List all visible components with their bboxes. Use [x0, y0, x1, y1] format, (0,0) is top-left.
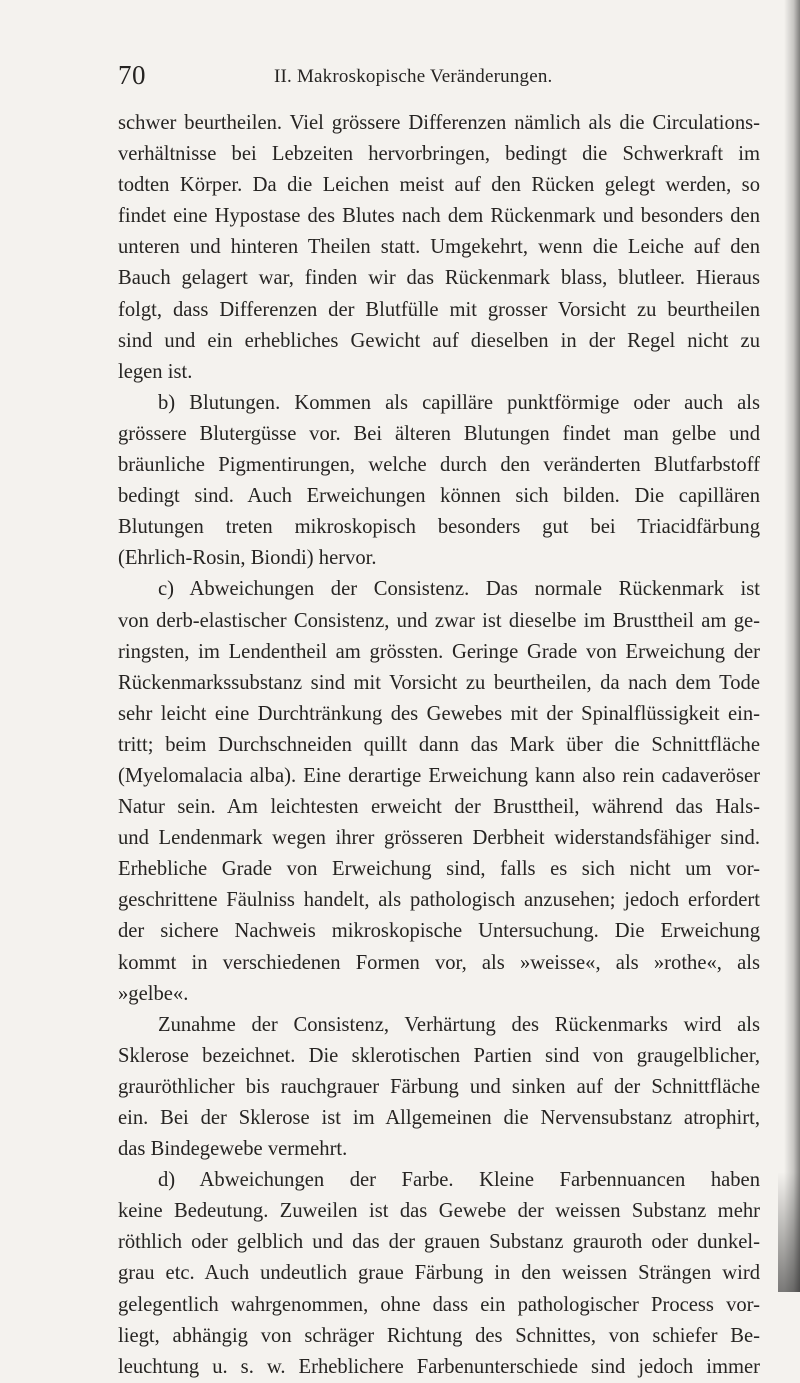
text-line: der sichere Nachweis mikroskopische Untersuchung. Die Erweichung [118, 920, 760, 943]
text-line: Rückenmarkssubstanz sind mit Vorsicht zu beurtheilen, da nach dem Tode [118, 671, 760, 694]
page-corner-shadow [778, 1172, 800, 1292]
text-line: grau etc. Auch undeutlich graue Färbung in den weissen Strängen wird [118, 1262, 760, 1285]
text-line: c) Abweichungen der Consistenz. Das normale Rückenmark ist [158, 578, 760, 601]
text-line: röthlich oder gelblich und das der grauen Substanz grauroth oder dunkel- [118, 1231, 760, 1254]
text-line: grössere Blutergüsse vor. Bei älteren Blutungen findet man gelbe und [118, 422, 760, 445]
text-line: bräunliche Pigmentirungen, welche durch den veränderten Blutfarbstoff [118, 454, 760, 477]
text-line: »gelbe«. [118, 982, 189, 1005]
text-line: liegt, abhängig von schräger Richtung des Schnittes, von schiefer Be- [118, 1324, 760, 1347]
text-line: sehr leicht eine Durchtränkung des Gewebes mit der Spinalflüssigkeit ein- [118, 702, 760, 725]
body-text [118, 108, 760, 1383]
text-line: (Ehrlich-Rosin, Biondi) hervor. [118, 547, 377, 570]
text-line: unteren und hinteren Theilen statt. Umgekehrt, wenn die Leiche auf den [118, 236, 760, 259]
text-line: ringsten, im Lendentheil am grössten. Geringe Grade von Erweichung der [118, 640, 760, 663]
text-line: d) Abweichungen der Farbe. Kleine Farbennuancen haben [158, 1169, 760, 1192]
text-line: Zunahme der Consistenz, Verhärtung des Rückenmarks wird als [158, 1013, 760, 1036]
text-line: geschrittene Fäulniss handelt, als pathologisch anzusehen; jedoch erfordert [118, 889, 760, 912]
text-line: bedingt sind. Auch Erweichungen können sich bilden. Die capillären [118, 485, 760, 508]
text-line: Blutungen treten mikroskopisch besonders gut bei Triacidfärbung [118, 516, 760, 539]
page-number: 70 [118, 60, 146, 90]
text-line: das Bindegewebe vermehrt. [118, 1138, 348, 1161]
text-line: Natur sein. Am leichtesten erweicht der Brusttheil, während das Hals- [118, 796, 760, 819]
text-line: Bauch gelagert war, finden wir das Rückenmark blass, blutleer. Hieraus [118, 267, 760, 290]
page-header [118, 60, 758, 92]
text-line: sind und ein erhebliches Gewicht auf dieselben in der Regel nicht zu [118, 329, 760, 352]
text-line: schwer beurtheilen. Viel grössere Differenzen nämlich als die Circulations- [118, 112, 760, 134]
text-line: folgt, dass Differenzen der Blutfülle mit grosser Vorsicht zu beurtheilen [118, 298, 760, 321]
text-line: b) Blutungen. Kommen als capilläre punktförmige oder auch als [158, 391, 760, 414]
text-line: verhältnisse bei Lebzeiten hervorbringen, bedingt die Schwerkraft im [118, 143, 760, 166]
text-line: von derb-elastischer Consistenz, und zwar ist dieselbe im Brusttheil am ge- [118, 609, 760, 632]
text-line: und Lendenmark wegen ihrer grösseren Derbheit widerstandsfähiger sind. [118, 827, 760, 850]
text-line: gelegentlich wahrgenommen, ohne dass ein pathologischer Process vor- [118, 1293, 760, 1316]
text-line: ein. Bei der Sklerose ist im Allgemeinen die Nervensubstanz atrophirt, [118, 1107, 760, 1129]
text-line: keine Bedeutung. Zuweilen ist das Gewebe der weissen Substanz mehr [118, 1200, 760, 1223]
running-head: II. Makroskopische Veränderungen. [274, 66, 553, 87]
text-line: kommt in verschiedenen Formen vor, als »weisse«, als »rothe«, als [118, 951, 760, 974]
text-line: (Myelomalacia alba). Eine derartige Erweichung kann also rein cadaveröser [118, 764, 760, 787]
text-line: todten Körper. Da die Leichen meist auf den Rücken gelegt werden, so [118, 174, 760, 197]
text-line: tritt; beim Durchschneiden quillt dann das Mark über die Schnittfläche [118, 733, 760, 756]
text-line: Sklerose bezeichnet. Die sklerotischen Partien sind von graugelblicher, [118, 1044, 760, 1067]
text-line: Erhebliche Grade von Erweichung sind, falls es sich nicht um vor- [118, 858, 760, 881]
text-line: findet eine Hypostase des Blutes nach dem Rückenmark und besonders den [118, 205, 760, 228]
text-line: grauröthlicher bis rauchgrauer Färbung und sinken auf der Schnittfläche [118, 1075, 760, 1098]
page-edge-shadow [784, 0, 800, 1292]
text-line: legen ist. [118, 360, 193, 383]
text-line: leuchtung u. s. w. Erheblichere Farbenunterschiede sind jedoch immer [118, 1355, 760, 1378]
